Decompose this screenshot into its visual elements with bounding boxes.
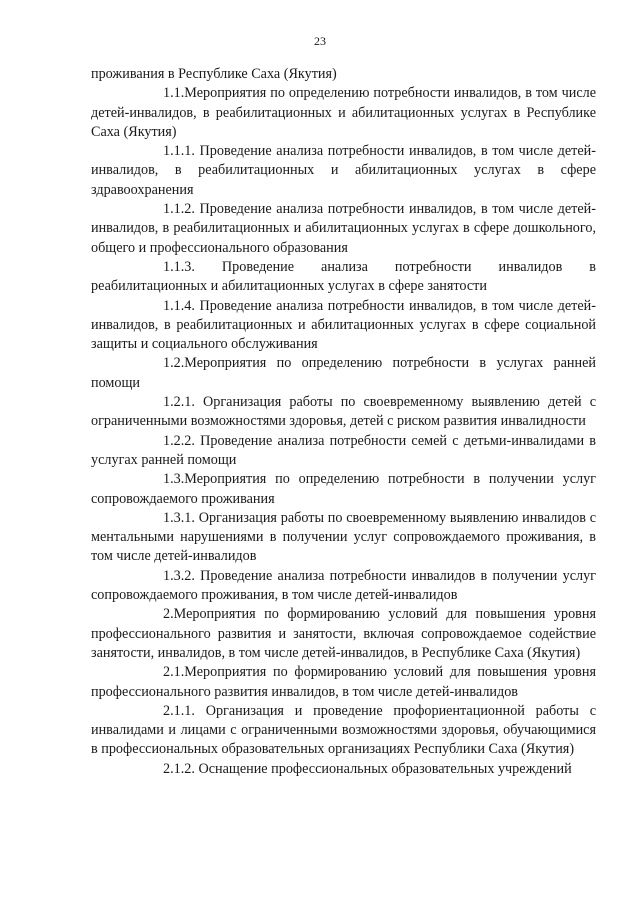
- paragraph-text: Мероприятия по определению потребности инвалидов, в том числе детей-инвалидов, в реабилитационных и абилитационных услугах в Республике Саха (Якутия): [91, 85, 596, 140]
- paragraph-text: Проведение анализа потребности инвалидов в получении услуг сопровождаемого проживания, в том числе детей-инвалидов: [91, 567, 596, 604]
- paragraph-text: Проведение анализа потребности семей с детьми-инвалидами в услугах ранней помощи: [91, 432, 596, 468]
- paragraph-text: Проведение анализа потребности инвалидов, в том числе детей-инвалидов, в реабилитационных и абилитационных услугах в сфере здравоохранения: [91, 143, 596, 198]
- paragraph-number: 1.3.2.: [163, 567, 195, 584]
- paragraph: [91, 663, 596, 702]
- document-body: [91, 65, 596, 779]
- paragraph-number: 1.1.4.: [163, 297, 195, 314]
- paragraph-number: 1.2.: [163, 355, 185, 372]
- paragraph: [91, 354, 596, 393]
- paragraph: [91, 605, 596, 663]
- paragraph-number: 1.3.: [163, 471, 185, 488]
- paragraph-text: Оснащение профессиональных образовательных учреждений: [194, 760, 572, 777]
- paragraph-number: 1.2.2.: [163, 432, 195, 449]
- page-number: 23: [314, 34, 326, 48]
- paragraph-text: Организация работы по своевременному выявлению инвалидов с ментальными нарушениями в получении услуг сопровождаемого проживания, в том числе детей-инвалидов: [91, 509, 596, 565]
- paragraph-text: Проведение анализа потребности инвалидов, в том числе детей-инвалидов, в реабилитационных и абилитационных услугах в сфере дошкольного, общего и профессионального образования: [91, 201, 596, 256]
- paragraph-text: Проведение анализа потребности инвалидов, в том числе детей-инвалидов, в реабилитационных и абилитационных услугах в сфере социальной защиты и социального обслуживания: [91, 297, 596, 353]
- paragraph-text: Организация работы по своевременному выявлению детей с ограниченными возможностями здоровья, детей с риском развития инвалидности: [91, 394, 596, 430]
- paragraph-number: 2.1.2.: [163, 760, 195, 777]
- paragraph-text: Проведение анализа потребности инвалидов в реабилитационных и абилитационных услугах в сфере занятости: [91, 258, 596, 295]
- paragraph: [91, 432, 596, 471]
- paragraph-number: 2.1.1.: [163, 702, 195, 719]
- paragraph: [91, 84, 596, 142]
- paragraph: [91, 393, 596, 432]
- paragraph: [91, 65, 596, 84]
- paragraph: [91, 258, 596, 297]
- paragraph-number: 1.3.1.: [163, 509, 195, 526]
- paragraph: [91, 142, 596, 200]
- paragraph: [91, 567, 596, 606]
- paragraph-text: Мероприятия по определению потребности в получении услуг сопровождаемого проживания: [91, 471, 596, 507]
- paragraph: [91, 760, 596, 779]
- paragraph: [91, 200, 596, 258]
- paragraph-text: Мероприятия по формированию условий для повышения уровня профессионального развития инвалидов, в том числе детей-инвалидов: [91, 664, 596, 700]
- paragraph-text: Мероприятия по определению потребности в услугах ранней помощи: [91, 355, 596, 391]
- paragraph: [91, 470, 596, 509]
- paragraph-text: Мероприятия по формированию условий для повышения уровня профессионального развития и занятости, включая сопровождаемое содействие занятости, инвалидов, в том числе детей-инвалидов, в Республике Саха (Якутия): [91, 606, 596, 661]
- paragraph-number: 1.1.3.: [163, 258, 195, 275]
- paragraph-number: 2.: [163, 606, 174, 623]
- paragraph-number: 1.1.: [163, 85, 185, 102]
- paragraph-text: Организация и проведение профориентационной работы с инвалидами и лицами с ограниченными возможностями здоровья, обучающимися в профессиональных образовательных организациях Республики Саха (Якутия): [91, 702, 596, 758]
- paragraph-number: 1.2.1.: [163, 394, 195, 411]
- paragraph-number: 1.1.1.: [163, 143, 195, 160]
- paragraph-number: 2.1.: [163, 664, 185, 681]
- paragraph-text: проживания в Республике Саха (Якутия): [91, 66, 337, 82]
- paragraph: [91, 509, 596, 567]
- paragraph-number: 1.1.2.: [163, 201, 195, 218]
- paragraph: [91, 297, 596, 355]
- paragraph: [91, 702, 596, 760]
